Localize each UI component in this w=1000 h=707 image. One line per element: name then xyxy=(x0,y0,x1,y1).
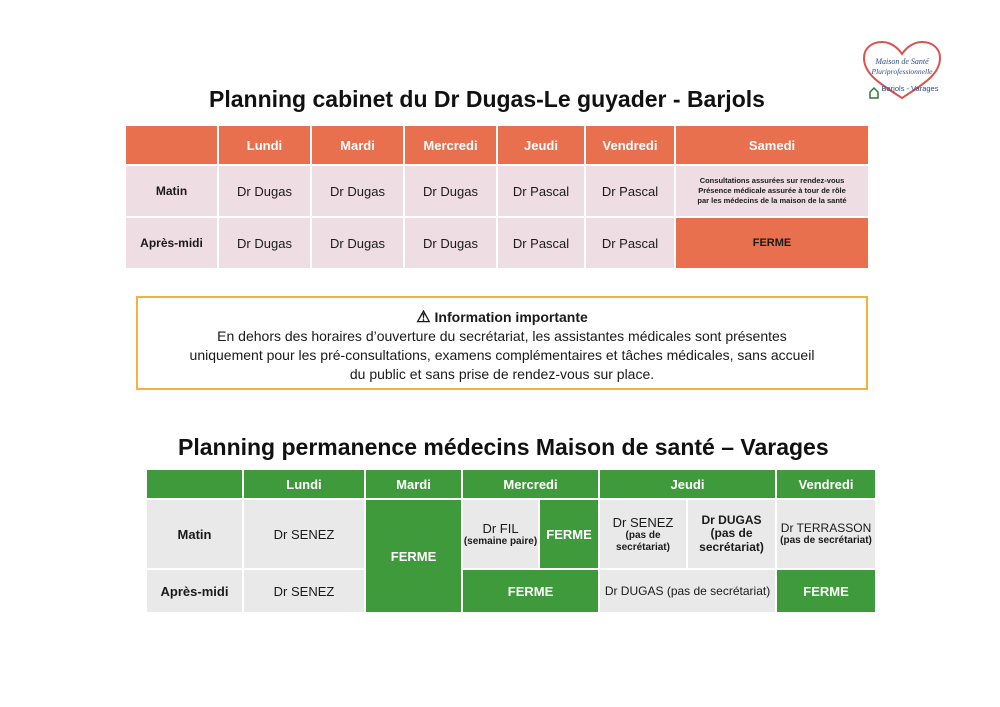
samedi-note-line-1: Consultations assurées sur rendez-vous xyxy=(699,176,845,185)
cell-jeudi-matin-dugas xyxy=(687,499,776,569)
cell-mercredi-matin: Dr Dugas xyxy=(404,165,497,217)
table-header-row xyxy=(146,469,876,499)
table-row-apres-midi xyxy=(146,569,876,613)
logo-line-1: Maison de Santé xyxy=(875,57,929,66)
samedi-note-line-3: par les médecins de la maison de la santé xyxy=(697,196,847,205)
cell-vendredi-matin: Dr Pascal xyxy=(585,165,675,217)
table-row-apres-midi xyxy=(125,217,869,269)
cell-lundi-matin: Dr SENEZ xyxy=(243,499,365,569)
samedi-note-line-2: Présence médicale assurée à tour de rôle xyxy=(698,186,846,195)
header-samedi: Samedi xyxy=(675,125,869,165)
info-line-3: du public et sans prise de rendez-vous sur place. xyxy=(349,366,655,382)
vendredi-doctor-name: Dr TERRASSON xyxy=(780,521,872,535)
jeudi-doctor-1-note: (pas de secrétariat) xyxy=(616,529,670,553)
row-label-apres-midi: Après-midi xyxy=(125,217,218,269)
varages-title: Planning permanence médecins Maison de santé – Varages xyxy=(178,434,829,460)
header-mardi: Mardi xyxy=(365,469,462,499)
cell-mardi-matin: Dr Dugas xyxy=(311,165,404,217)
header-lundi: Lundi xyxy=(218,125,311,165)
vendredi-doctor-note: (pas de secrétariat) xyxy=(780,535,872,546)
header-corner xyxy=(125,125,218,165)
cell-mardi-apm: Dr Dugas xyxy=(311,217,404,269)
cell-mercredi-matin-closed: FERME xyxy=(539,499,599,569)
jeudi-doctor-1-name: Dr SENEZ xyxy=(612,514,674,530)
info-line-2: uniquement pour les pré-consultations, examens complémentaires et tâches médicales, sans accueil xyxy=(189,347,815,363)
cell-jeudi-apm: Dr Pascal xyxy=(497,217,585,269)
info-line-1: En dehors des horaires d’ouverture du secrétariat, les assistantes médicales sont présentes xyxy=(217,328,787,344)
cell-jeudi-matin-senez xyxy=(599,499,687,569)
cell-samedi-apm-closed: FERME xyxy=(675,217,869,269)
varages-schedule-table xyxy=(145,468,877,614)
logo-line-3: Barjols - Varages xyxy=(881,84,939,93)
row-label-apres-midi: Après-midi xyxy=(146,569,243,613)
mercredi-doctor-name: Dr FIL xyxy=(482,520,519,536)
header-corner xyxy=(146,469,243,499)
cell-lundi-apm: Dr Dugas xyxy=(218,217,311,269)
info-heading-row xyxy=(138,307,866,327)
mercredi-doctor-note: (semaine paire) xyxy=(463,535,538,547)
logo-line-2: Pluriprofessionnelle xyxy=(871,67,933,76)
header-lundi: Lundi xyxy=(243,469,365,499)
row-label-matin: Matin xyxy=(125,165,218,217)
cell-vendredi-matin xyxy=(776,499,876,569)
barjols-schedule-table xyxy=(124,124,870,270)
barjols-title: Planning cabinet du Dr Dugas-Le guyader - Barjols xyxy=(209,86,765,112)
jeudi-doctor-2-name: Dr DUGAS xyxy=(701,513,762,527)
header-mercredi: Mercredi xyxy=(404,125,497,165)
important-info-box xyxy=(136,296,868,390)
cell-vendredi-apm: Dr Pascal xyxy=(585,217,675,269)
header-jeudi: Jeudi xyxy=(497,125,585,165)
cell-mercredi-matin-fil xyxy=(462,499,539,569)
info-heading: Information importante xyxy=(434,309,588,325)
table-row-matin xyxy=(125,165,869,217)
table-header-row xyxy=(125,125,869,165)
table-row-matin xyxy=(146,499,876,569)
cell-samedi-matin xyxy=(675,165,869,217)
jeudi-doctor-2-note: (pas de secrétariat) xyxy=(699,526,764,554)
header-vendredi: Vendredi xyxy=(776,469,876,499)
warning-icon: ⚠ xyxy=(416,309,431,326)
header-mardi: Mardi xyxy=(311,125,404,165)
cell-mercredi-apm: Dr Dugas xyxy=(404,217,497,269)
cell-mercredi-apm-closed: FERME xyxy=(462,569,599,613)
cell-lundi-apm: Dr SENEZ xyxy=(243,569,365,613)
cell-vendredi-apm-closed: FERME xyxy=(776,569,876,613)
header-vendredi: Vendredi xyxy=(585,125,675,165)
cell-jeudi-apm: Dr DUGAS (pas de secrétariat) xyxy=(599,569,776,613)
cell-lundi-matin: Dr Dugas xyxy=(218,165,311,217)
header-mercredi: Mercredi xyxy=(462,469,599,499)
cell-jeudi-matin: Dr Pascal xyxy=(497,165,585,217)
logo xyxy=(860,40,944,102)
row-label-matin: Matin xyxy=(146,499,243,569)
cell-mardi-closed: FERME xyxy=(365,499,462,613)
header-jeudi: Jeudi xyxy=(599,469,776,499)
